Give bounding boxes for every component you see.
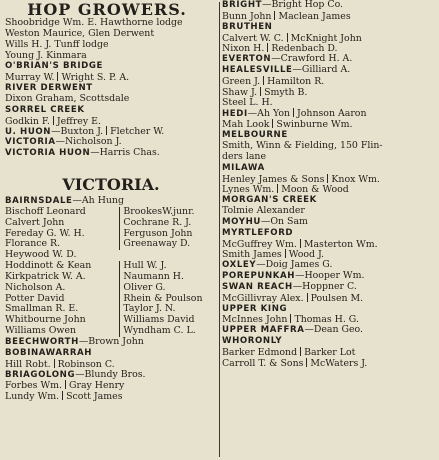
divider-bar [62, 391, 63, 400]
grower-name: Smith, Winn & Fielding, 150 Flin- [222, 140, 383, 151]
grower-name: Greenaway D. [119, 239, 217, 250]
grower-name: Maclean James [278, 10, 351, 22]
locality-row [222, 217, 436, 228]
locality-row [5, 83, 217, 94]
listing-row [5, 94, 217, 105]
grower-name: Jeffrey E. [56, 115, 101, 127]
grower-name: Hoddinott & Kean [5, 261, 92, 272]
locality-row [5, 337, 217, 348]
locality-row [5, 137, 217, 148]
locality-name: BAIRNSDALE [5, 196, 73, 206]
locality-name: HEALESVILLE [222, 65, 293, 76]
locality-row [5, 126, 217, 137]
tasmania-list [5, 18, 217, 159]
grower-name: Steel L. H. [222, 97, 273, 108]
grower-name: Smith James [222, 249, 282, 261]
divider-bar [285, 249, 286, 258]
divider-bar [54, 359, 55, 368]
grower-name: Hill Robt. [5, 358, 51, 370]
locality-row [5, 105, 217, 116]
grower-name: Thomas H. G. [294, 314, 359, 326]
listing-row [222, 152, 436, 163]
grower-name: —Harris Chas. [90, 148, 160, 159]
grower-name: —Brown John [78, 336, 144, 347]
grower-name: —On Sam [260, 216, 308, 227]
locality-row [222, 65, 436, 76]
locality-name: HEDI [222, 109, 248, 120]
locality-name: BEECHWORTH [5, 336, 79, 347]
listing-row [5, 380, 217, 391]
listing-row [222, 141, 436, 152]
divider-bar [263, 76, 264, 85]
listing-row [5, 116, 217, 127]
divider-bar [327, 174, 328, 183]
locality-row [222, 54, 436, 65]
locality-row [222, 0, 436, 11]
locality-row [5, 148, 217, 159]
locality-name: SWAN REACH [222, 281, 293, 292]
listing-row [5, 359, 217, 370]
grower-name: Poulsen M. [310, 292, 364, 304]
listing-row [222, 239, 436, 250]
listing-row [5, 283, 217, 294]
grower-name: Carroll T. & Sons [222, 357, 304, 369]
listing-row [5, 239, 217, 250]
grower-name: Green J. [222, 75, 261, 87]
locality-row [222, 271, 436, 282]
grower-name: Johnson Aaron [297, 108, 367, 120]
divider-bar [53, 116, 54, 125]
divider-bar [287, 33, 288, 42]
divider-bar [272, 119, 273, 128]
grower-name: Calvert John [5, 217, 65, 228]
locality-name: EVERTON [222, 54, 272, 65]
grower-name: ders lane [222, 151, 266, 162]
locality-name: SORREL CREEK [5, 104, 85, 115]
divider-bar [260, 87, 261, 96]
grower-name: Smallman R. E. [5, 304, 79, 315]
grower-name: Swinburne Wm. [276, 119, 353, 131]
grower-name: Lundy Wm. [5, 391, 60, 403]
victoria-heading: VICTORIA. [62, 175, 160, 194]
divider-bar [274, 11, 275, 20]
grower-name: Smyth B. [264, 86, 308, 98]
grower-name: Forbes Wm. [5, 380, 62, 392]
divider-bar [300, 347, 301, 356]
grower-name: Dixon Graham, Scottsdale [5, 93, 130, 104]
divider-bar [290, 314, 291, 323]
locality-row [222, 282, 436, 293]
grower-name: Cochrane R. J. [119, 218, 217, 229]
listing-row [5, 229, 217, 240]
listing-row [222, 76, 436, 87]
victoria-list [5, 196, 217, 402]
locality-name: MELBOURNE [222, 130, 288, 141]
locality-row [5, 61, 217, 72]
listing-row [222, 43, 436, 54]
grower-name: Shoobridge Wm. E. Hawthorne lodge [5, 18, 183, 28]
listing-row [5, 207, 217, 218]
locality-name: MYRTLEFORD [222, 227, 294, 238]
locality-name: RIVER DERWENT [5, 83, 93, 94]
grower-name: Hull W. J. [119, 261, 217, 272]
grower-name: BrookesW.junr. [119, 207, 217, 218]
locality-name: MOYHU [222, 216, 261, 227]
grower-name: —Dean Geo. [304, 325, 364, 336]
locality-name: MORGAN'S CREEK [222, 195, 317, 206]
grower-name: Williams David [119, 315, 217, 326]
grower-name: Barker Edmond [222, 347, 298, 358]
listing-row [5, 218, 217, 229]
grower-name: —Bright Hop Co. [262, 0, 344, 10]
grower-name: —Hoppner C. [292, 281, 357, 292]
grower-name: —Blundy Bros. [75, 369, 146, 380]
locality-name: U. HUON [5, 127, 52, 138]
locality-name: WHORONLY [222, 336, 283, 347]
listing-row [222, 174, 436, 185]
locality-name: OXLEY [222, 260, 257, 271]
grower-name: —Ah Hung [72, 196, 124, 206]
grower-name: Whitbourne John [5, 315, 86, 326]
grower-name: —Doig James G. [256, 260, 333, 271]
listing-row [222, 33, 436, 44]
grower-name: Ferguson John [119, 229, 217, 240]
locality-name: POREPUNKAH [222, 271, 296, 282]
grower-name: Nixon H. [222, 43, 265, 55]
grower-name: —Crawford H. A. [271, 54, 353, 65]
locality-row [5, 196, 217, 207]
listing-row [5, 40, 217, 51]
locality-name: UPPER MAFFRA [222, 325, 305, 336]
locality-row [5, 370, 217, 381]
divider-bar [307, 293, 308, 302]
grower-name: Scott James [66, 391, 123, 403]
grower-name: —Nicholson J. [55, 137, 122, 148]
listing-row [5, 391, 217, 402]
grower-name: Masterton Wm. [303, 238, 378, 250]
divider-bar [277, 184, 278, 193]
grower-name: Oliver G. [119, 283, 217, 294]
locality-name: UPPER KING [222, 303, 288, 314]
grower-name: Mah Look [222, 119, 270, 131]
grower-name: Wood J. [288, 249, 324, 261]
locality-row [222, 228, 436, 239]
divider-bar [57, 72, 58, 81]
grower-name: Young J. Kinmara [5, 50, 87, 61]
listing-row [5, 315, 217, 326]
grower-name: Heywood W. D. [5, 250, 77, 261]
grower-name: Wyndham C. L. [119, 326, 217, 337]
hop-growers-heading: HOP GROWERS. [27, 0, 187, 19]
grower-name: McGuffrey Wm. [222, 238, 297, 250]
listing-row [5, 18, 217, 29]
listing-row [222, 184, 436, 195]
grower-name: Gray Henry [68, 380, 125, 392]
grower-name: —Hooper Wm. [295, 271, 365, 282]
locality-row [222, 130, 436, 141]
grower-name: Murray W. [5, 72, 55, 84]
divider-bar [300, 239, 301, 248]
locality-row [222, 108, 436, 119]
listing-row [222, 11, 436, 22]
listing-row [222, 293, 436, 304]
listing-row [5, 72, 217, 83]
listing-row [5, 294, 217, 305]
locality-row [222, 325, 436, 336]
locality-name: BRIGHT [222, 0, 263, 10]
divider-bar [65, 380, 66, 389]
listing-row [5, 261, 217, 272]
grower-name: Wright S. P. A. [61, 72, 130, 84]
grower-name: Calvert W. C. [222, 32, 284, 44]
listing-row [5, 250, 217, 261]
grower-name: Florance R. [5, 239, 61, 250]
grower-name: Redenbach D. [271, 43, 338, 55]
locality-row [222, 163, 436, 174]
grower-name: Lynes Wm. [222, 184, 275, 196]
locality-name: VICTORIA [5, 137, 56, 148]
locality-row [5, 348, 217, 359]
listing-row [5, 29, 217, 40]
grower-name: Henley James & Sons [222, 173, 325, 185]
grower-name: Naumann H. [119, 272, 217, 283]
column-divider [219, 2, 220, 457]
listing-row [5, 304, 217, 315]
locality-row [222, 304, 436, 315]
locality-row [222, 195, 436, 206]
grower-name: Williams Owen [5, 326, 77, 337]
listing-row [222, 314, 436, 325]
locality-name: O'BRIAN'S BRIDGE [5, 61, 103, 72]
locality-row [222, 22, 436, 33]
grower-name: Barker Lot [304, 347, 356, 358]
grower-name: Bunn John [222, 10, 272, 22]
locality-name: BOBINAWARRAH [5, 347, 93, 358]
grower-name: Nicholson A. [5, 282, 66, 293]
grower-name: McInnes John [222, 314, 288, 326]
listing-row [222, 206, 436, 217]
grower-name: Robinson C. [57, 358, 115, 370]
locality-name: VICTORIA HUON [5, 148, 91, 159]
grower-name: Kirkpatrick W. A. [5, 271, 86, 282]
grower-name: Knox Wm. [331, 173, 380, 185]
listing-row [222, 347, 436, 358]
victoria-list-continued [222, 0, 436, 369]
grower-name: Tolmie Alexander [222, 206, 305, 217]
grower-name: McGillivray Alex. [222, 292, 304, 304]
locality-row [222, 260, 436, 271]
divider-bar [267, 43, 268, 52]
listing-row [5, 326, 217, 337]
grower-name: Taylor J. N. [119, 304, 217, 315]
listing-row [222, 87, 436, 98]
locality-row [222, 336, 436, 347]
listing-row [222, 98, 436, 109]
divider-bar [306, 358, 307, 367]
grower-name: Godkin F. [5, 115, 50, 127]
grower-name: Shaw J. [222, 86, 258, 98]
grower-name: —Buxton J. [51, 126, 104, 138]
grower-name: Potter David [5, 293, 65, 304]
grower-name: Moon & Wood [281, 184, 349, 196]
listing-row [5, 272, 217, 283]
grower-name: Fereday G. W. H. [5, 228, 85, 239]
listing-row [5, 51, 217, 62]
divider-bar [106, 126, 107, 135]
grower-name: —Ah Yon [247, 108, 291, 120]
grower-name: Bischoff Leonard [5, 206, 86, 217]
grower-name: McKnight John [290, 32, 362, 44]
grower-name: Fletcher W. [110, 126, 165, 138]
grower-name: Hamilton R. [267, 75, 325, 87]
listing-row [222, 119, 436, 130]
grower-name: Wills H. J. Tunff lodge [5, 39, 109, 50]
divider-bar [293, 108, 294, 117]
grower-name: McWaters J. [310, 357, 368, 369]
locality-name: BRIAGOLONG [5, 369, 76, 380]
listing-row [222, 249, 436, 260]
listing-row [222, 358, 436, 369]
grower-name: Weston Maurice, Glen Derwent [5, 28, 155, 39]
grower-name: Rhein & Poulson [119, 294, 217, 305]
grower-name: —Gilliard A. [292, 65, 351, 76]
locality-name: BRUTHEN [222, 21, 273, 32]
locality-name: MILAWA [222, 162, 265, 173]
